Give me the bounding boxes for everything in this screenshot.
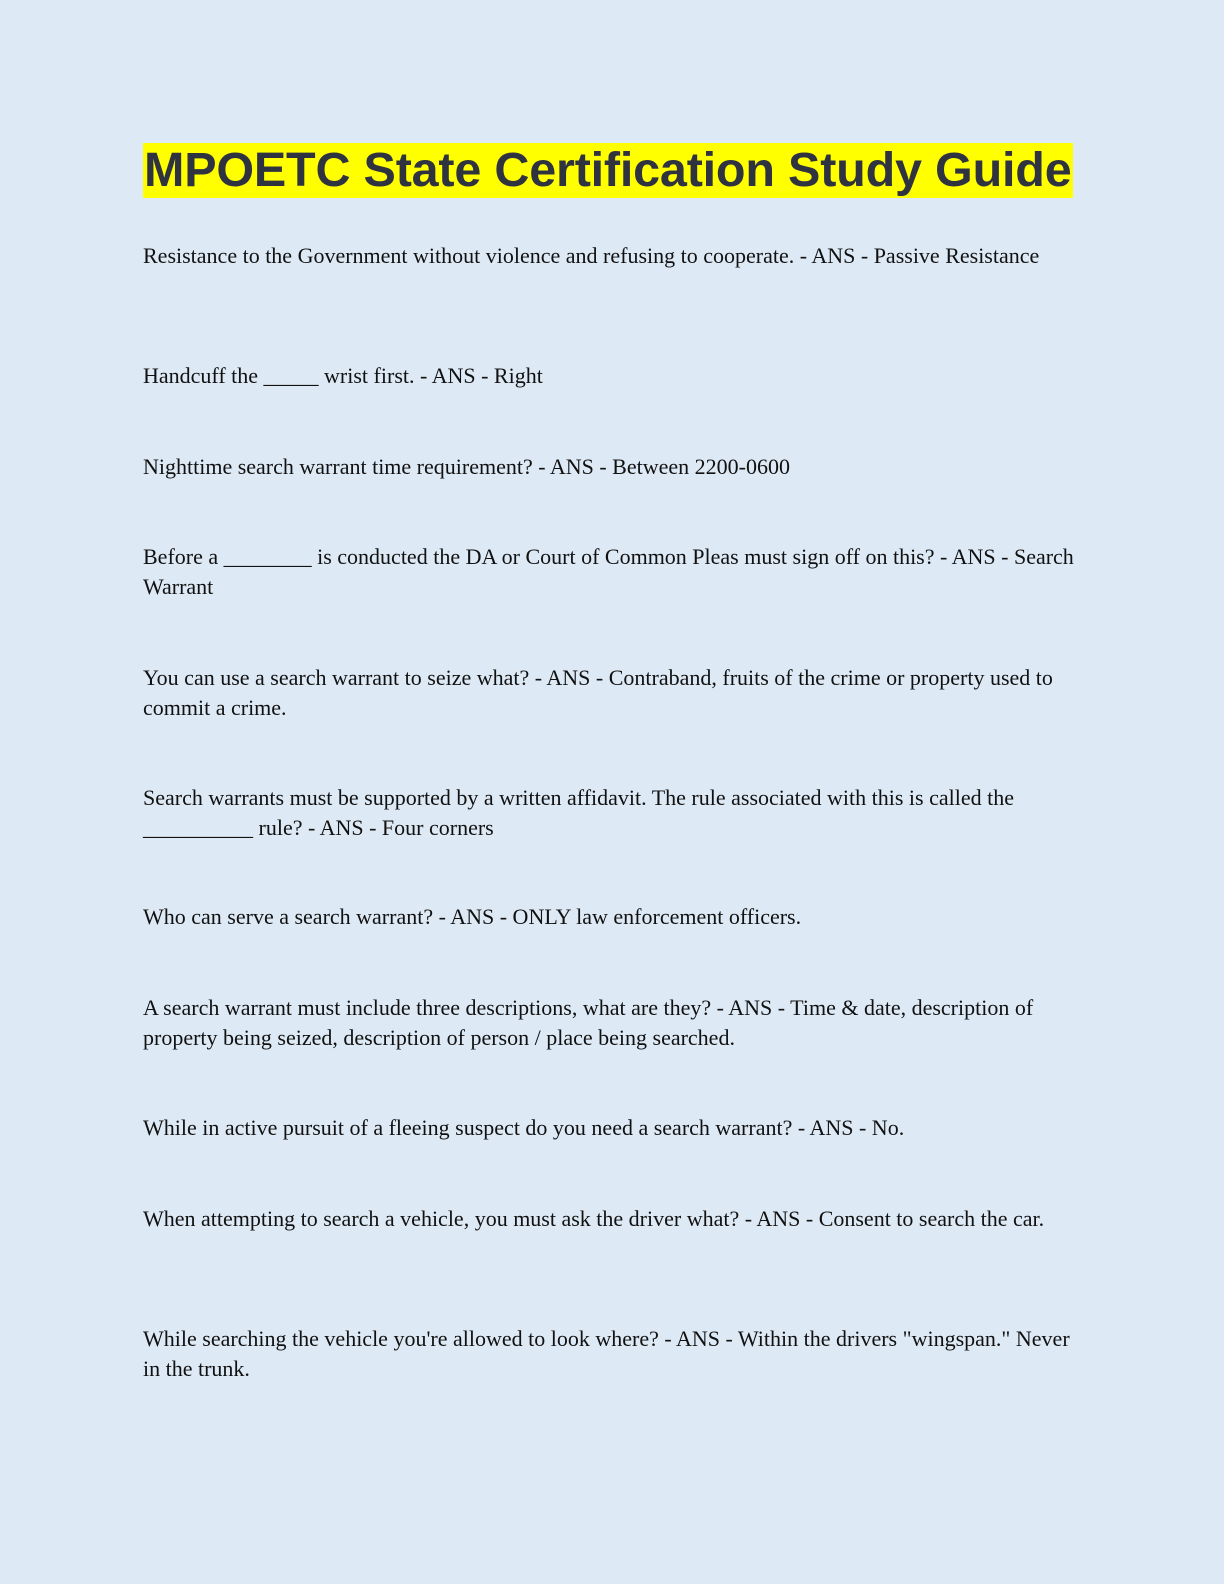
qa-entry-6: Search warrants must be supported by a written affidavit. The rule associated with this is called the __________ rule? - ANS - Four corners [143, 785, 1014, 840]
qa-entry-5: You can use a search warrant to seize what? - ANS - Contraband, fruits of the crime or property used to commit a crime. [143, 665, 1053, 720]
qa-entry-2: Handcuff the _____ wrist first. - ANS - Right [143, 363, 543, 388]
qa-entry-7: Who can serve a search warrant? - ANS - ONLY law enforcement officers. [143, 904, 802, 929]
qa-entry-8: A search warrant must include three descriptions, what are they? - ANS - Time & date, description of property being seized, description of person / place being searched. [143, 995, 1034, 1050]
qa-entry-1: Resistance to the Government without violence and refusing to cooperate. - ANS - Passive Resistance [143, 243, 1040, 268]
document-title: MPOETC State Certification Study Guide [144, 143, 1072, 197]
qa-entry-10: When attempting to search a vehicle, you must ask the driver what? - ANS - Consent to search the car. [143, 1206, 1045, 1231]
qa-entry-3: Nighttime search warrant time requirement? - ANS - Between 2200-0600 [143, 454, 790, 479]
qa-entry-4: Before a ________ is conducted the DA or Court of Common Pleas must sign off on this? - ANS - Search Warrant [143, 544, 1074, 599]
qa-entry-9: While in active pursuit of a fleeing suspect do you need a search warrant? - ANS - No. [143, 1115, 905, 1140]
qa-entry-11: While searching the vehicle you're allowed to look where? - ANS - Within the drivers "wingspan." Never in the trunk. [143, 1326, 1070, 1381]
